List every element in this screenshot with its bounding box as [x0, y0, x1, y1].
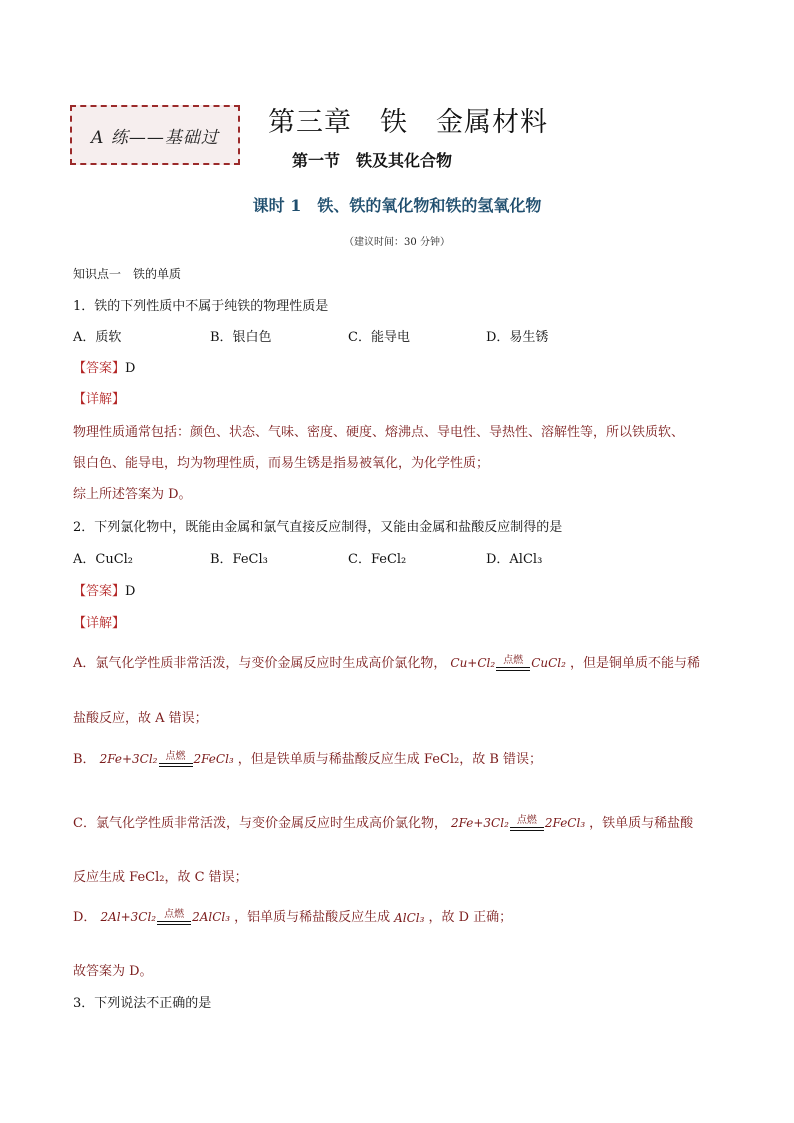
q2-answer-value: D — [125, 584, 136, 599]
lesson-title: 课时 1 铁、铁的氧化物和铁的氢氧化物 — [252, 196, 542, 215]
q1-detail-tag: 【详解】 — [73, 392, 126, 407]
q1-answer-value: D — [125, 361, 136, 376]
q2-explain-a-cont: 盐酸反应，故 A 错误； — [73, 711, 208, 726]
q2-explain-a: A．氯气化学性质非常活泼，与变价金属反应时生成高价氯化物， Cu+Cl₂ 点燃 CuCl₂ ，但是铜单质不能与稀 — [73, 655, 700, 671]
q2-option-b: B．FeCl₃ — [210, 552, 268, 567]
q2-option-d: D．AlCl₃ — [486, 552, 543, 567]
q1-option-d: D．易生锈 — [486, 330, 549, 345]
equation-b: 2Fe+3Cl₂ 点燃 2FeCl₃ — [99, 751, 234, 766]
equation-d: 2Al+3Cl₂ 点燃 2AlCl₃ — [100, 909, 231, 924]
q2-explain-b: B． 2Fe+3Cl₂ 点燃 2FeCl₃ ，但是铁单质与稀盐酸反应生成 FeCl₂，故 B 错误； — [73, 751, 543, 767]
q1-answer — [73, 357, 135, 376]
q1-option-b: B．银白色 — [210, 330, 272, 345]
knowledge-point-heading: 知识点一 铁的单质 — [73, 267, 182, 281]
q3-stem: 3．下列说法不正确的是 — [73, 996, 212, 1011]
answer-tag: 【答案】 — [73, 584, 126, 599]
q2-explain-c-cont: 反应生成 FeCl₂，故 C 错误； — [73, 870, 248, 885]
section-title: 第一节 铁及其化合物 — [292, 151, 453, 170]
q1-detail-line-1: 物理性质通常包括：颜色、状态、气味、密度、硬度、熔沸点、导电性、导热性、溶解性等，所以铁质软、 — [73, 425, 685, 440]
q2-detail-tag: 【详解】 — [73, 616, 126, 631]
q1-option-c: C．能导电 — [348, 330, 410, 345]
q2-summary: 故答案为 D。 — [73, 964, 153, 979]
q2-stem: 2．下列氯化物中，既能由金属和氯气直接反应制得，又能由金属和盐酸反应制得的是 — [73, 520, 563, 535]
q2-explain-c: C．氯气化学性质非常活泼，与变价金属反应时生成高价氯化物， 2Fe+3Cl₂ 点燃 2FeCl₃ ，铁单质与稀盐酸 — [73, 815, 694, 831]
q1-stem: 1．铁的下列性质中不属于纯铁的物理性质是 — [73, 299, 329, 314]
answer-tag: 【答案】 — [73, 361, 126, 376]
q2-explain-d: D． 2Al+3Cl₂ 点燃 2AlCl₃ ，铝单质与稀盐酸反应生成 AlCl₃ ，故 D 正确； — [73, 909, 513, 925]
practice-level-badge: A 练——基础过 — [70, 105, 240, 165]
chapter-title: 第三章 铁 金属材料 — [268, 107, 548, 138]
suggested-time: （建议时间：30 分钟） — [344, 237, 450, 248]
equation-a: Cu+Cl₂ 点燃 CuCl₂ — [450, 655, 566, 670]
q2-option-a: A．CuCl₂ — [73, 552, 134, 567]
q1-detail-line-2: 银白色、能导电，均为物理性质，而易生锈是指易被氧化，为化学性质； — [73, 456, 490, 471]
q2-option-c: C．FeCl₂ — [348, 552, 407, 567]
q1-summary: 综上所述答案为 D。 — [73, 487, 192, 502]
equation-c: 2Fe+3Cl₂ 点燃 2FeCl₃ — [450, 815, 586, 830]
q1-option-a: A．质软 — [73, 330, 122, 345]
q2-answer — [73, 580, 135, 599]
